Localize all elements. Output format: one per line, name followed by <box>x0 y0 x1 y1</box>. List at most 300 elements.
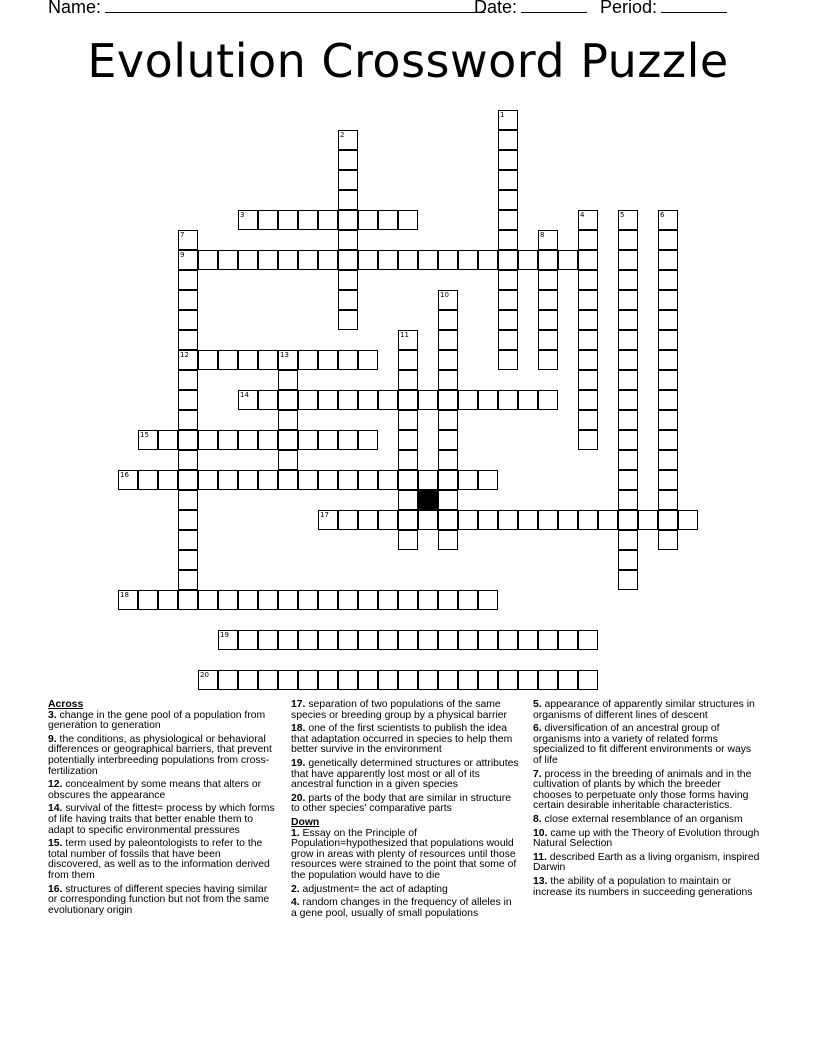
grid-cell[interactable] <box>198 470 218 490</box>
grid-cell[interactable] <box>338 290 358 310</box>
across-clue-number: 20. <box>291 792 306 804</box>
grid-cell[interactable] <box>338 470 358 490</box>
grid-cell[interactable] <box>538 330 558 350</box>
grid-cell[interactable] <box>238 250 258 270</box>
clue-number-7: 7 <box>180 231 185 239</box>
grid-cell[interactable] <box>178 590 198 610</box>
grid-cell[interactable] <box>658 370 678 390</box>
grid-cell[interactable] <box>358 430 378 450</box>
grid-cell[interactable] <box>338 190 358 210</box>
grid-cell[interactable] <box>618 550 638 570</box>
grid-cell[interactable] <box>618 310 638 330</box>
grid-cell[interactable] <box>618 230 638 250</box>
grid-cell[interactable] <box>458 630 478 650</box>
grid-cell[interactable] <box>658 450 678 470</box>
grid-cell[interactable] <box>618 490 638 510</box>
grid-cell[interactable] <box>618 410 638 430</box>
down-clue-text: diversification of an ancestral group of organisms into a variety of related forms specialized to fit different environments or ways of life <box>533 723 752 766</box>
grid-cell[interactable] <box>178 470 198 490</box>
grid-cell[interactable] <box>538 290 558 310</box>
grid-cell[interactable] <box>478 510 498 530</box>
grid-cell[interactable] <box>438 510 458 530</box>
grid-cell[interactable] <box>498 150 518 170</box>
grid-cell[interactable] <box>458 250 478 270</box>
across-clue <box>291 759 519 791</box>
grid-cell[interactable] <box>498 390 518 410</box>
grid-cell[interactable] <box>498 250 518 270</box>
grid-cell[interactable] <box>618 350 638 370</box>
grid-cell[interactable] <box>598 510 618 530</box>
grid-cell[interactable] <box>218 350 238 370</box>
grid-cell[interactable] <box>258 390 278 410</box>
grid-cell[interactable] <box>658 350 678 370</box>
grid-cell[interactable] <box>178 230 198 250</box>
grid-cell[interactable] <box>618 330 638 350</box>
grid-cell[interactable] <box>278 250 298 270</box>
grid-cell[interactable] <box>498 210 518 230</box>
grid-cell[interactable] <box>378 670 398 690</box>
grid-cell[interactable] <box>238 430 258 450</box>
grid-cell[interactable] <box>538 250 558 270</box>
grid-cell[interactable] <box>538 510 558 530</box>
grid-cell[interactable] <box>338 590 358 610</box>
grid-cell[interactable] <box>158 470 178 490</box>
grid-cell[interactable] <box>178 450 198 470</box>
grid-cell[interactable] <box>578 370 598 390</box>
grid-cell[interactable] <box>578 630 598 650</box>
grid-cell[interactable] <box>518 630 538 650</box>
grid-cell[interactable] <box>378 510 398 530</box>
grid-cell[interactable] <box>618 430 638 450</box>
grid-cell[interactable] <box>198 250 218 270</box>
grid-cell[interactable] <box>398 410 418 430</box>
grid-cell[interactable] <box>478 630 498 650</box>
grid-cell[interactable] <box>358 510 378 530</box>
grid-cell[interactable] <box>138 470 158 490</box>
grid-cell[interactable] <box>278 390 298 410</box>
grid-cell[interactable] <box>298 250 318 270</box>
grid-cell[interactable] <box>578 390 598 410</box>
grid-cell[interactable] <box>558 250 578 270</box>
grid-cell[interactable] <box>438 370 458 390</box>
grid-cell[interactable] <box>258 470 278 490</box>
grid-cell[interactable] <box>178 290 198 310</box>
grid-cell[interactable] <box>178 490 198 510</box>
grid-cell[interactable] <box>378 470 398 490</box>
across-clue-number: 15. <box>48 838 63 850</box>
grid-cell[interactable] <box>418 670 438 690</box>
grid-cell[interactable] <box>258 630 278 650</box>
across-clue <box>291 724 519 756</box>
grid-cell[interactable] <box>458 590 478 610</box>
page-title: Evolution Crossword Puzzle <box>87 34 729 88</box>
grid-cell[interactable] <box>338 170 358 190</box>
grid-cell[interactable] <box>178 270 198 290</box>
grid-cell[interactable] <box>358 210 378 230</box>
grid-cell[interactable] <box>458 670 478 690</box>
grid-cell[interactable] <box>218 630 238 650</box>
grid-cell[interactable] <box>538 310 558 330</box>
grid-cell[interactable] <box>578 350 598 370</box>
grid-cell[interactable] <box>398 330 418 350</box>
grid-cell[interactable] <box>238 470 258 490</box>
grid-cell[interactable] <box>178 330 198 350</box>
grid-cell[interactable] <box>218 670 238 690</box>
grid-cell[interactable] <box>578 510 598 530</box>
grid-cell[interactable] <box>238 210 258 230</box>
grid-cell[interactable] <box>398 510 418 530</box>
grid-cell[interactable] <box>378 250 398 270</box>
down-clue <box>533 829 761 850</box>
grid-cell[interactable] <box>418 390 438 410</box>
down-clue-list <box>291 829 519 920</box>
grid-cell[interactable] <box>618 210 638 230</box>
grid-cell[interactable] <box>238 390 258 410</box>
grid-cell[interactable] <box>338 130 358 150</box>
grid-cell[interactable] <box>298 210 318 230</box>
grid-cell[interactable] <box>278 210 298 230</box>
grid-cell[interactable] <box>558 670 578 690</box>
grid-cell[interactable] <box>238 670 258 690</box>
grid-cell[interactable] <box>678 510 698 530</box>
grid-cell[interactable] <box>398 530 418 550</box>
grid-cell[interactable] <box>298 470 318 490</box>
grid-cell[interactable] <box>358 390 378 410</box>
grid-cell[interactable] <box>658 250 678 270</box>
grid-cell[interactable] <box>198 670 218 690</box>
down-clue-number: 6. <box>533 723 542 735</box>
grid-cell[interactable] <box>658 510 678 530</box>
grid-cell[interactable] <box>478 670 498 690</box>
grid-cell[interactable] <box>438 530 458 550</box>
grid-cell[interactable] <box>538 270 558 290</box>
across-clue-text: genetically determined structures or attributes that have apparently lost most or all of its ancestral function in a given species <box>291 757 519 791</box>
grid-cell[interactable] <box>338 390 358 410</box>
grid-cell[interactable] <box>658 270 678 290</box>
grid-cell[interactable] <box>378 210 398 230</box>
grid-cell[interactable] <box>498 330 518 350</box>
grid-cell[interactable] <box>278 450 298 470</box>
grid-cell[interactable] <box>458 510 478 530</box>
grid-cell[interactable] <box>558 510 578 530</box>
grid-cell[interactable] <box>318 670 338 690</box>
grid-cell[interactable] <box>318 250 338 270</box>
grid-cell[interactable] <box>178 310 198 330</box>
across-clue <box>48 735 276 777</box>
grid-cell[interactable] <box>178 430 198 450</box>
grid-cell[interactable] <box>438 390 458 410</box>
grid-cell[interactable] <box>178 570 198 590</box>
grid-cell[interactable] <box>538 390 558 410</box>
grid-cell[interactable] <box>118 590 138 610</box>
grid-cell[interactable] <box>258 670 278 690</box>
grid-cell[interactable] <box>338 630 358 650</box>
grid-cell[interactable] <box>498 630 518 650</box>
grid-cell[interactable] <box>578 210 598 230</box>
grid-cell[interactable] <box>618 270 638 290</box>
across-clue-number: 16. <box>48 883 63 895</box>
grid-cell[interactable] <box>578 330 598 350</box>
grid-cell[interactable] <box>498 510 518 530</box>
period-label: Period: <box>600 0 658 17</box>
grid-cell[interactable] <box>538 630 558 650</box>
grid-cell[interactable] <box>518 510 538 530</box>
grid-cell[interactable] <box>398 210 418 230</box>
grid-cell[interactable] <box>298 630 318 650</box>
across-clue-list-continued <box>291 700 519 815</box>
grid-cell[interactable] <box>318 630 338 650</box>
grid-cell[interactable] <box>338 430 358 450</box>
grid-cell[interactable] <box>418 630 438 650</box>
grid-cell[interactable] <box>418 250 438 270</box>
grid-cell[interactable] <box>498 350 518 370</box>
grid-cell[interactable] <box>398 670 418 690</box>
grid-cell[interactable] <box>298 670 318 690</box>
grid-cell[interactable] <box>518 390 538 410</box>
grid-cell[interactable] <box>298 590 318 610</box>
grid-cell[interactable] <box>398 250 418 270</box>
grid-cell[interactable] <box>498 270 518 290</box>
grid-cell[interactable] <box>198 430 218 450</box>
grid-cell[interactable] <box>198 590 218 610</box>
grid-cell[interactable] <box>578 670 598 690</box>
down-clue <box>533 815 761 826</box>
grid-cell[interactable] <box>398 350 418 370</box>
grid-cell[interactable] <box>438 330 458 350</box>
grid-cell[interactable] <box>418 470 438 490</box>
grid-cell[interactable] <box>438 250 458 270</box>
grid-cell[interactable] <box>578 430 598 450</box>
grid-cell[interactable] <box>438 590 458 610</box>
grid-cell[interactable] <box>298 390 318 410</box>
grid-cell[interactable] <box>618 370 638 390</box>
grid-cell[interactable] <box>278 630 298 650</box>
grid-cell[interactable] <box>278 590 298 610</box>
grid-cell[interactable] <box>238 630 258 650</box>
grid-cell[interactable] <box>178 530 198 550</box>
grid-cell[interactable] <box>618 470 638 490</box>
grid-cell[interactable] <box>398 370 418 390</box>
grid-cell[interactable] <box>298 350 318 370</box>
grid-cell[interactable] <box>418 510 438 530</box>
grid-cell[interactable] <box>658 390 678 410</box>
grid-cell[interactable] <box>578 310 598 330</box>
grid-cell[interactable] <box>618 250 638 270</box>
grid-cell[interactable] <box>278 470 298 490</box>
grid-cell[interactable] <box>358 350 378 370</box>
grid-cell[interactable] <box>378 390 398 410</box>
grid-cell[interactable] <box>618 570 638 590</box>
grid-cell[interactable] <box>178 250 198 270</box>
grid-cell[interactable] <box>178 510 198 530</box>
grid-cell[interactable] <box>518 250 538 270</box>
grid-cell[interactable] <box>158 430 178 450</box>
clue-number-10: 10 <box>440 291 449 299</box>
grid-cell[interactable] <box>318 430 338 450</box>
grid-cell[interactable] <box>318 350 338 370</box>
grid-cell[interactable] <box>358 670 378 690</box>
grid-cell[interactable] <box>498 190 518 210</box>
grid-cell[interactable] <box>278 350 298 370</box>
grid-cell[interactable] <box>658 430 678 450</box>
grid-cell[interactable] <box>658 230 678 250</box>
across-clue <box>291 794 519 815</box>
grid-cell[interactable] <box>318 390 338 410</box>
grid-cell[interactable] <box>178 550 198 570</box>
grid-cell[interactable] <box>398 430 418 450</box>
grid-cell[interactable] <box>618 450 638 470</box>
grid-cell[interactable] <box>458 390 478 410</box>
grid-cell[interactable] <box>358 470 378 490</box>
grid-cell[interactable] <box>178 370 198 390</box>
grid-cell[interactable] <box>278 370 298 390</box>
grid-cell[interactable] <box>398 490 418 510</box>
grid-cell[interactable] <box>438 410 458 430</box>
grid-cell[interactable] <box>438 450 458 470</box>
grid-cell[interactable] <box>438 310 458 330</box>
grid-cell[interactable] <box>258 430 278 450</box>
grid-cell[interactable] <box>338 150 358 170</box>
grid-cell[interactable] <box>498 230 518 250</box>
grid-cell[interactable] <box>438 630 458 650</box>
grid-cell[interactable] <box>438 470 458 490</box>
grid-cell[interactable] <box>518 670 538 690</box>
grid-cell[interactable] <box>658 410 678 430</box>
grid-cell[interactable] <box>578 410 598 430</box>
grid-cell[interactable] <box>578 290 598 310</box>
grid-cell[interactable] <box>258 590 278 610</box>
grid-cell[interactable] <box>498 110 518 130</box>
clue-number-20: 20 <box>200 671 209 679</box>
grid-cell[interactable] <box>478 470 498 490</box>
grid-cell[interactable] <box>558 630 578 650</box>
grid-cell[interactable] <box>418 590 438 610</box>
grid-cell[interactable] <box>658 310 678 330</box>
down-clue-text: adjustment= the act of adapting <box>299 883 448 895</box>
down-clue-text: close external resemblance of an organism <box>541 813 743 825</box>
grid-cell[interactable] <box>618 390 638 410</box>
grid-cell[interactable] <box>658 330 678 350</box>
grid-cell[interactable] <box>658 470 678 490</box>
grid-cell[interactable] <box>538 230 558 250</box>
grid-cell[interactable] <box>218 470 238 490</box>
grid-cell[interactable] <box>138 430 158 450</box>
grid-cell[interactable] <box>658 210 678 230</box>
grid-cell[interactable] <box>338 270 358 290</box>
grid-cell[interactable] <box>398 450 418 470</box>
down-clue-number: 2. <box>291 883 300 895</box>
grid-cell[interactable] <box>378 630 398 650</box>
grid-cell[interactable] <box>238 590 258 610</box>
grid-cell[interactable] <box>398 630 418 650</box>
grid-cell[interactable] <box>458 470 478 490</box>
across-clue-number: 3. <box>48 709 57 721</box>
grid-cell[interactable] <box>318 210 338 230</box>
grid-cell[interactable] <box>298 430 318 450</box>
grid-cell[interactable] <box>318 470 338 490</box>
grid-cell[interactable] <box>498 170 518 190</box>
grid-cell[interactable] <box>198 350 218 370</box>
across-clue <box>48 885 276 917</box>
grid-cell[interactable] <box>218 250 238 270</box>
grid-cell[interactable] <box>338 670 358 690</box>
grid-cell[interactable] <box>538 670 558 690</box>
grid-cell[interactable] <box>158 590 178 610</box>
grid-cell[interactable] <box>338 210 358 230</box>
grid-cell[interactable] <box>638 510 658 530</box>
grid-cell[interactable] <box>618 290 638 310</box>
grid-cell[interactable] <box>138 590 158 610</box>
grid-cell[interactable] <box>178 410 198 430</box>
grid-cell[interactable] <box>618 530 638 550</box>
grid-cell[interactable] <box>478 590 498 610</box>
grid-cell[interactable] <box>498 310 518 330</box>
grid-cell[interactable] <box>258 210 278 230</box>
across-clue <box>48 711 276 732</box>
grid-cell[interactable] <box>578 230 598 250</box>
grid-cell[interactable] <box>538 350 558 370</box>
clue-number-1: 1 <box>500 111 505 119</box>
grid-cell[interactable] <box>258 250 278 270</box>
grid-cell[interactable] <box>338 350 358 370</box>
grid-cell[interactable] <box>338 230 358 250</box>
grid-cell[interactable] <box>438 430 458 450</box>
grid-cell[interactable] <box>278 410 298 430</box>
grid-cell[interactable] <box>498 130 518 150</box>
down-clue <box>291 885 519 896</box>
grid-cell[interactable] <box>278 670 298 690</box>
grid-cell[interactable] <box>478 390 498 410</box>
clue-number-6: 6 <box>660 211 665 219</box>
grid-cell[interactable] <box>358 250 378 270</box>
grid-cell[interactable] <box>398 390 418 410</box>
grid-cell[interactable] <box>378 590 398 610</box>
grid-cell[interactable] <box>438 290 458 310</box>
grid-cell[interactable] <box>218 430 238 450</box>
grid-cell[interactable] <box>618 510 638 530</box>
grid-cell[interactable] <box>658 530 678 550</box>
grid-cell[interactable] <box>238 350 258 370</box>
grid-cell[interactable] <box>358 630 378 650</box>
grid-cell[interactable] <box>578 270 598 290</box>
grid-cell[interactable] <box>278 430 298 450</box>
grid-cell[interactable] <box>118 470 138 490</box>
grid-cell[interactable] <box>218 590 238 610</box>
grid-cell[interactable] <box>438 490 458 510</box>
grid-cell[interactable] <box>178 350 198 370</box>
grid-cell[interactable] <box>318 590 338 610</box>
grid-cell[interactable] <box>398 470 418 490</box>
grid-cell[interactable] <box>258 350 278 370</box>
grid-cell[interactable] <box>398 590 418 610</box>
grid-cell[interactable] <box>478 250 498 270</box>
down-clue <box>533 853 761 874</box>
grid-cell[interactable] <box>338 510 358 530</box>
grid-cell[interactable] <box>658 490 678 510</box>
grid-cell[interactable] <box>318 510 338 530</box>
grid-cell[interactable] <box>438 350 458 370</box>
grid-cell[interactable] <box>498 290 518 310</box>
grid-cell[interactable] <box>578 250 598 270</box>
grid-cell[interactable] <box>438 670 458 690</box>
grid-cell[interactable] <box>498 670 518 690</box>
grid-cell[interactable] <box>358 590 378 610</box>
grid-cell[interactable] <box>338 250 358 270</box>
grid-cell[interactable] <box>658 290 678 310</box>
down-clue <box>291 898 519 919</box>
grid-cell[interactable] <box>178 390 198 410</box>
grid-cell[interactable] <box>338 310 358 330</box>
